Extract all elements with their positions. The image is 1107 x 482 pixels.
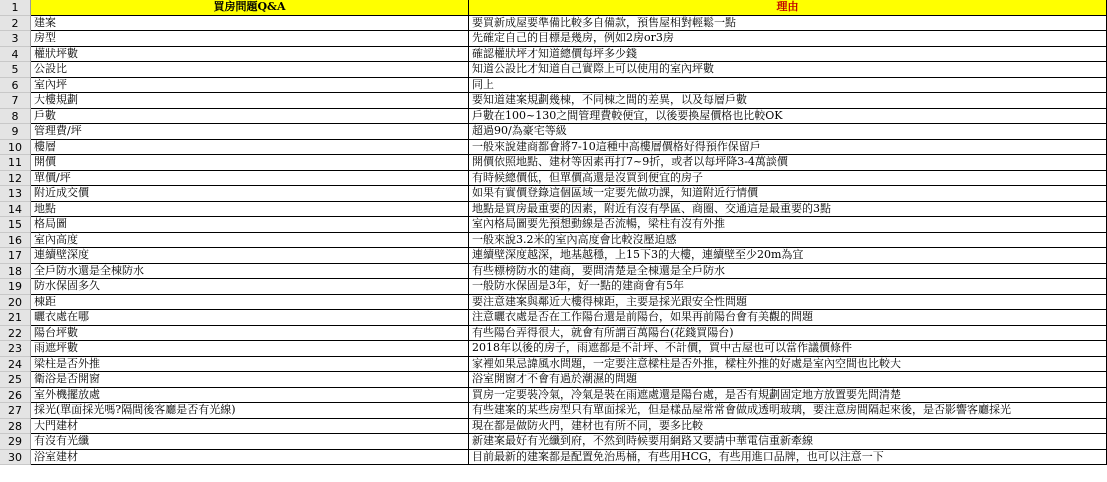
reason-cell[interactable]: 一般來說3.2米的室內高度會比較沒壓迫感: [469, 233, 1107, 249]
reason-cell[interactable]: 有些建案的某些房型只有單面採光，但是樣品屋常常會做成透明玻璃，要注意房間隔起來後，是否影響客廳採光: [469, 403, 1107, 419]
question-cell[interactable]: 建案: [31, 16, 469, 32]
row-number[interactable]: 29: [0, 434, 31, 450]
question-cell[interactable]: 開價: [31, 155, 469, 171]
row-number[interactable]: 7: [0, 93, 31, 109]
row-number[interactable]: 12: [0, 171, 31, 187]
reason-cell[interactable]: 目前最新的建案都是配置免治馬桶，有些用HCG，有些用進口品牌，也可以注意一下: [469, 450, 1107, 466]
row-number[interactable]: 26: [0, 388, 31, 404]
table-row: [0, 47, 1107, 63]
question-cell[interactable]: 單價/坪: [31, 171, 469, 187]
row-number[interactable]: 1: [0, 0, 31, 16]
table-row: [0, 124, 1107, 140]
row-number[interactable]: 9: [0, 124, 31, 140]
reason-cell[interactable]: 連續壁深度越深，地基越穩，上15下3的大樓，連續壁至少20m為宜: [469, 248, 1107, 264]
row-number[interactable]: 11: [0, 155, 31, 171]
row-number[interactable]: 8: [0, 109, 31, 125]
table-row: [0, 109, 1107, 125]
reason-cell[interactable]: 有些陽台弄得很大，就會有所謂百萬陽台(花錢買陽台): [469, 326, 1107, 342]
table-row: [0, 434, 1107, 450]
question-cell[interactable]: 曬衣處在哪: [31, 310, 469, 326]
header-cell-reason[interactable]: 理由: [469, 0, 1107, 16]
table-row: [0, 450, 1107, 466]
reason-cell[interactable]: 家裡如果忌諱風水問題，一定要注意樑柱是否外推，樑柱外推的好處是室內空間也比較大: [469, 357, 1107, 373]
question-cell[interactable]: 採光(單面採光嗎?隔間後客廳是否有光線): [31, 403, 469, 419]
row-number[interactable]: 25: [0, 372, 31, 388]
reason-cell[interactable]: 2018年以後的房子，雨遮都是不計坪、不計價，買中古屋也可以當作議價條件: [469, 341, 1107, 357]
row-number[interactable]: 2: [0, 16, 31, 32]
table-row: [0, 388, 1107, 404]
row-number[interactable]: 21: [0, 310, 31, 326]
table-row: [0, 171, 1107, 187]
table-row: [0, 78, 1107, 94]
row-number[interactable]: 24: [0, 357, 31, 373]
question-cell[interactable]: 大門建材: [31, 419, 469, 435]
row-number[interactable]: 23: [0, 341, 31, 357]
reason-cell[interactable]: 新建案最好有光纖到府，不然到時候要用網路又要請中華電信重新牽線: [469, 434, 1107, 450]
table-row: [0, 16, 1107, 32]
question-cell[interactable]: 樓層: [31, 140, 469, 156]
table-row: [0, 403, 1107, 419]
question-cell[interactable]: 棟距: [31, 295, 469, 311]
reason-cell[interactable]: 要知道建案規劃幾棟，不同棟之間的差異，以及每層戶數: [469, 93, 1107, 109]
table-row: [0, 419, 1107, 435]
reason-cell[interactable]: 買房一定要裝冷氣，冷氣是裝在雨遮處還是陽台處，是否有規劃固定地方放置要先問清楚: [469, 388, 1107, 404]
reason-cell[interactable]: 要買新成屋要準備比較多自備款，預售屋相對輕鬆一點: [469, 16, 1107, 32]
reason-cell[interactable]: 先確定自己的目標是幾房，例如2房or3房: [469, 31, 1107, 47]
table-row: [0, 279, 1107, 295]
reason-cell[interactable]: 確認權狀坪才知道總價每坪多少錢: [469, 47, 1107, 63]
question-cell[interactable]: 梁柱是否外推: [31, 357, 469, 373]
question-cell[interactable]: 浴室建材: [31, 450, 469, 466]
table-row: [0, 248, 1107, 264]
row-number[interactable]: 27: [0, 403, 31, 419]
reason-cell[interactable]: 要注意建案與鄰近大樓得棟距，主要是採光跟安全性問題: [469, 295, 1107, 311]
table-row: [0, 310, 1107, 326]
reason-cell[interactable]: 有些標榜防水的建商，要問清楚是全棟還是全戶防水: [469, 264, 1107, 280]
reason-cell[interactable]: 現在都是做防火門，建材也有所不同，要多比較: [469, 419, 1107, 435]
row-number[interactable]: 13: [0, 186, 31, 202]
row-number[interactable]: 20: [0, 295, 31, 311]
question-cell[interactable]: 大樓規劃: [31, 93, 469, 109]
question-cell[interactable]: 格局圖: [31, 217, 469, 233]
row-number[interactable]: 16: [0, 233, 31, 249]
question-cell[interactable]: 全戶防水還是全棟防水: [31, 264, 469, 280]
row-number[interactable]: 28: [0, 419, 31, 435]
question-cell[interactable]: 防水保固多久: [31, 279, 469, 295]
table-row: [0, 372, 1107, 388]
table-row: [0, 341, 1107, 357]
table-row: [0, 202, 1107, 218]
row-number[interactable]: 4: [0, 47, 31, 63]
question-cell[interactable]: 室外機擺放處: [31, 388, 469, 404]
reason-cell[interactable]: 超過90/為豪宅等級: [469, 124, 1107, 140]
question-cell[interactable]: 連續壁深度: [31, 248, 469, 264]
reason-cell[interactable]: 一般防水保固是3年，好一點的建商會有5年: [469, 279, 1107, 295]
table-row: [0, 62, 1107, 78]
row-number[interactable]: 19: [0, 279, 31, 295]
reason-cell[interactable]: 注意曬衣處是否在工作陽台還是前陽台，如果再前陽台會有美觀的問題: [469, 310, 1107, 326]
question-cell[interactable]: 房型: [31, 31, 469, 47]
row-number[interactable]: 5: [0, 62, 31, 78]
reason-cell[interactable]: 一般來說建商都會將7-10這種中高樓層價格好得預作保留戶: [469, 140, 1107, 156]
table-row: [0, 295, 1107, 311]
table-row: [0, 186, 1107, 202]
table-row: [0, 217, 1107, 233]
question-cell[interactable]: 權狀坪數: [31, 47, 469, 63]
row-number[interactable]: 17: [0, 248, 31, 264]
table-row: [0, 357, 1107, 373]
reason-cell[interactable]: 戶數在100~130之間管理費較便宜，以後要換屋價格也比較OK: [469, 109, 1107, 125]
row-number[interactable]: 15: [0, 217, 31, 233]
reason-cell[interactable]: 知道公設比才知道自己實際上可以使用的室內坪數: [469, 62, 1107, 78]
header-row: [0, 0, 1107, 16]
header-cell-question[interactable]: 買房問題Q&A: [31, 0, 469, 16]
question-cell[interactable]: 衛浴是否開窗: [31, 372, 469, 388]
question-cell[interactable]: 室內高度: [31, 233, 469, 249]
reason-cell[interactable]: 如果有實價登錄這個區域一定要先做功課，知道附近行情價: [469, 186, 1107, 202]
row-number[interactable]: 22: [0, 326, 31, 342]
data-rows: [0, 16, 1107, 466]
question-cell[interactable]: 附近成交價: [31, 186, 469, 202]
table-row: [0, 326, 1107, 342]
reason-cell[interactable]: 浴室開窗才不會有過於潮濕的問題: [469, 372, 1107, 388]
row-number[interactable]: 14: [0, 202, 31, 218]
table-row: [0, 155, 1107, 171]
table-row: [0, 140, 1107, 156]
question-cell[interactable]: 地點: [31, 202, 469, 218]
reason-cell[interactable]: 有時候總價低，但單價高還是沒買到便宜的房子: [469, 171, 1107, 187]
table-row: [0, 233, 1107, 249]
reason-cell[interactable]: 地點是買房最重要的因素，附近有沒有學區、商圈、交通這是最重要的3點: [469, 202, 1107, 218]
table-row: [0, 93, 1107, 109]
reason-cell[interactable]: 同上: [469, 78, 1107, 94]
question-cell[interactable]: 公設比: [31, 62, 469, 78]
question-cell[interactable]: 有沒有光纖: [31, 434, 469, 450]
row-number[interactable]: 10: [0, 140, 31, 156]
reason-cell[interactable]: 室內格局圖要先預想動線是否流暢，梁柱有沒有外推: [469, 217, 1107, 233]
row-number[interactable]: 6: [0, 78, 31, 94]
row-number[interactable]: 18: [0, 264, 31, 280]
reason-cell[interactable]: 開價依照地點、建材等因素再打7~9折，或者以每坪降3-4萬談價: [469, 155, 1107, 171]
row-number[interactable]: 3: [0, 31, 31, 47]
question-cell[interactable]: 陽台坪數: [31, 326, 469, 342]
question-cell[interactable]: 管理費/坪: [31, 124, 469, 140]
question-cell[interactable]: 戶數: [31, 109, 469, 125]
row-number[interactable]: 30: [0, 450, 31, 466]
question-cell[interactable]: 雨遮坪數: [31, 341, 469, 357]
table-row: [0, 264, 1107, 280]
question-cell[interactable]: 室內坪: [31, 78, 469, 94]
table-row: [0, 31, 1107, 47]
